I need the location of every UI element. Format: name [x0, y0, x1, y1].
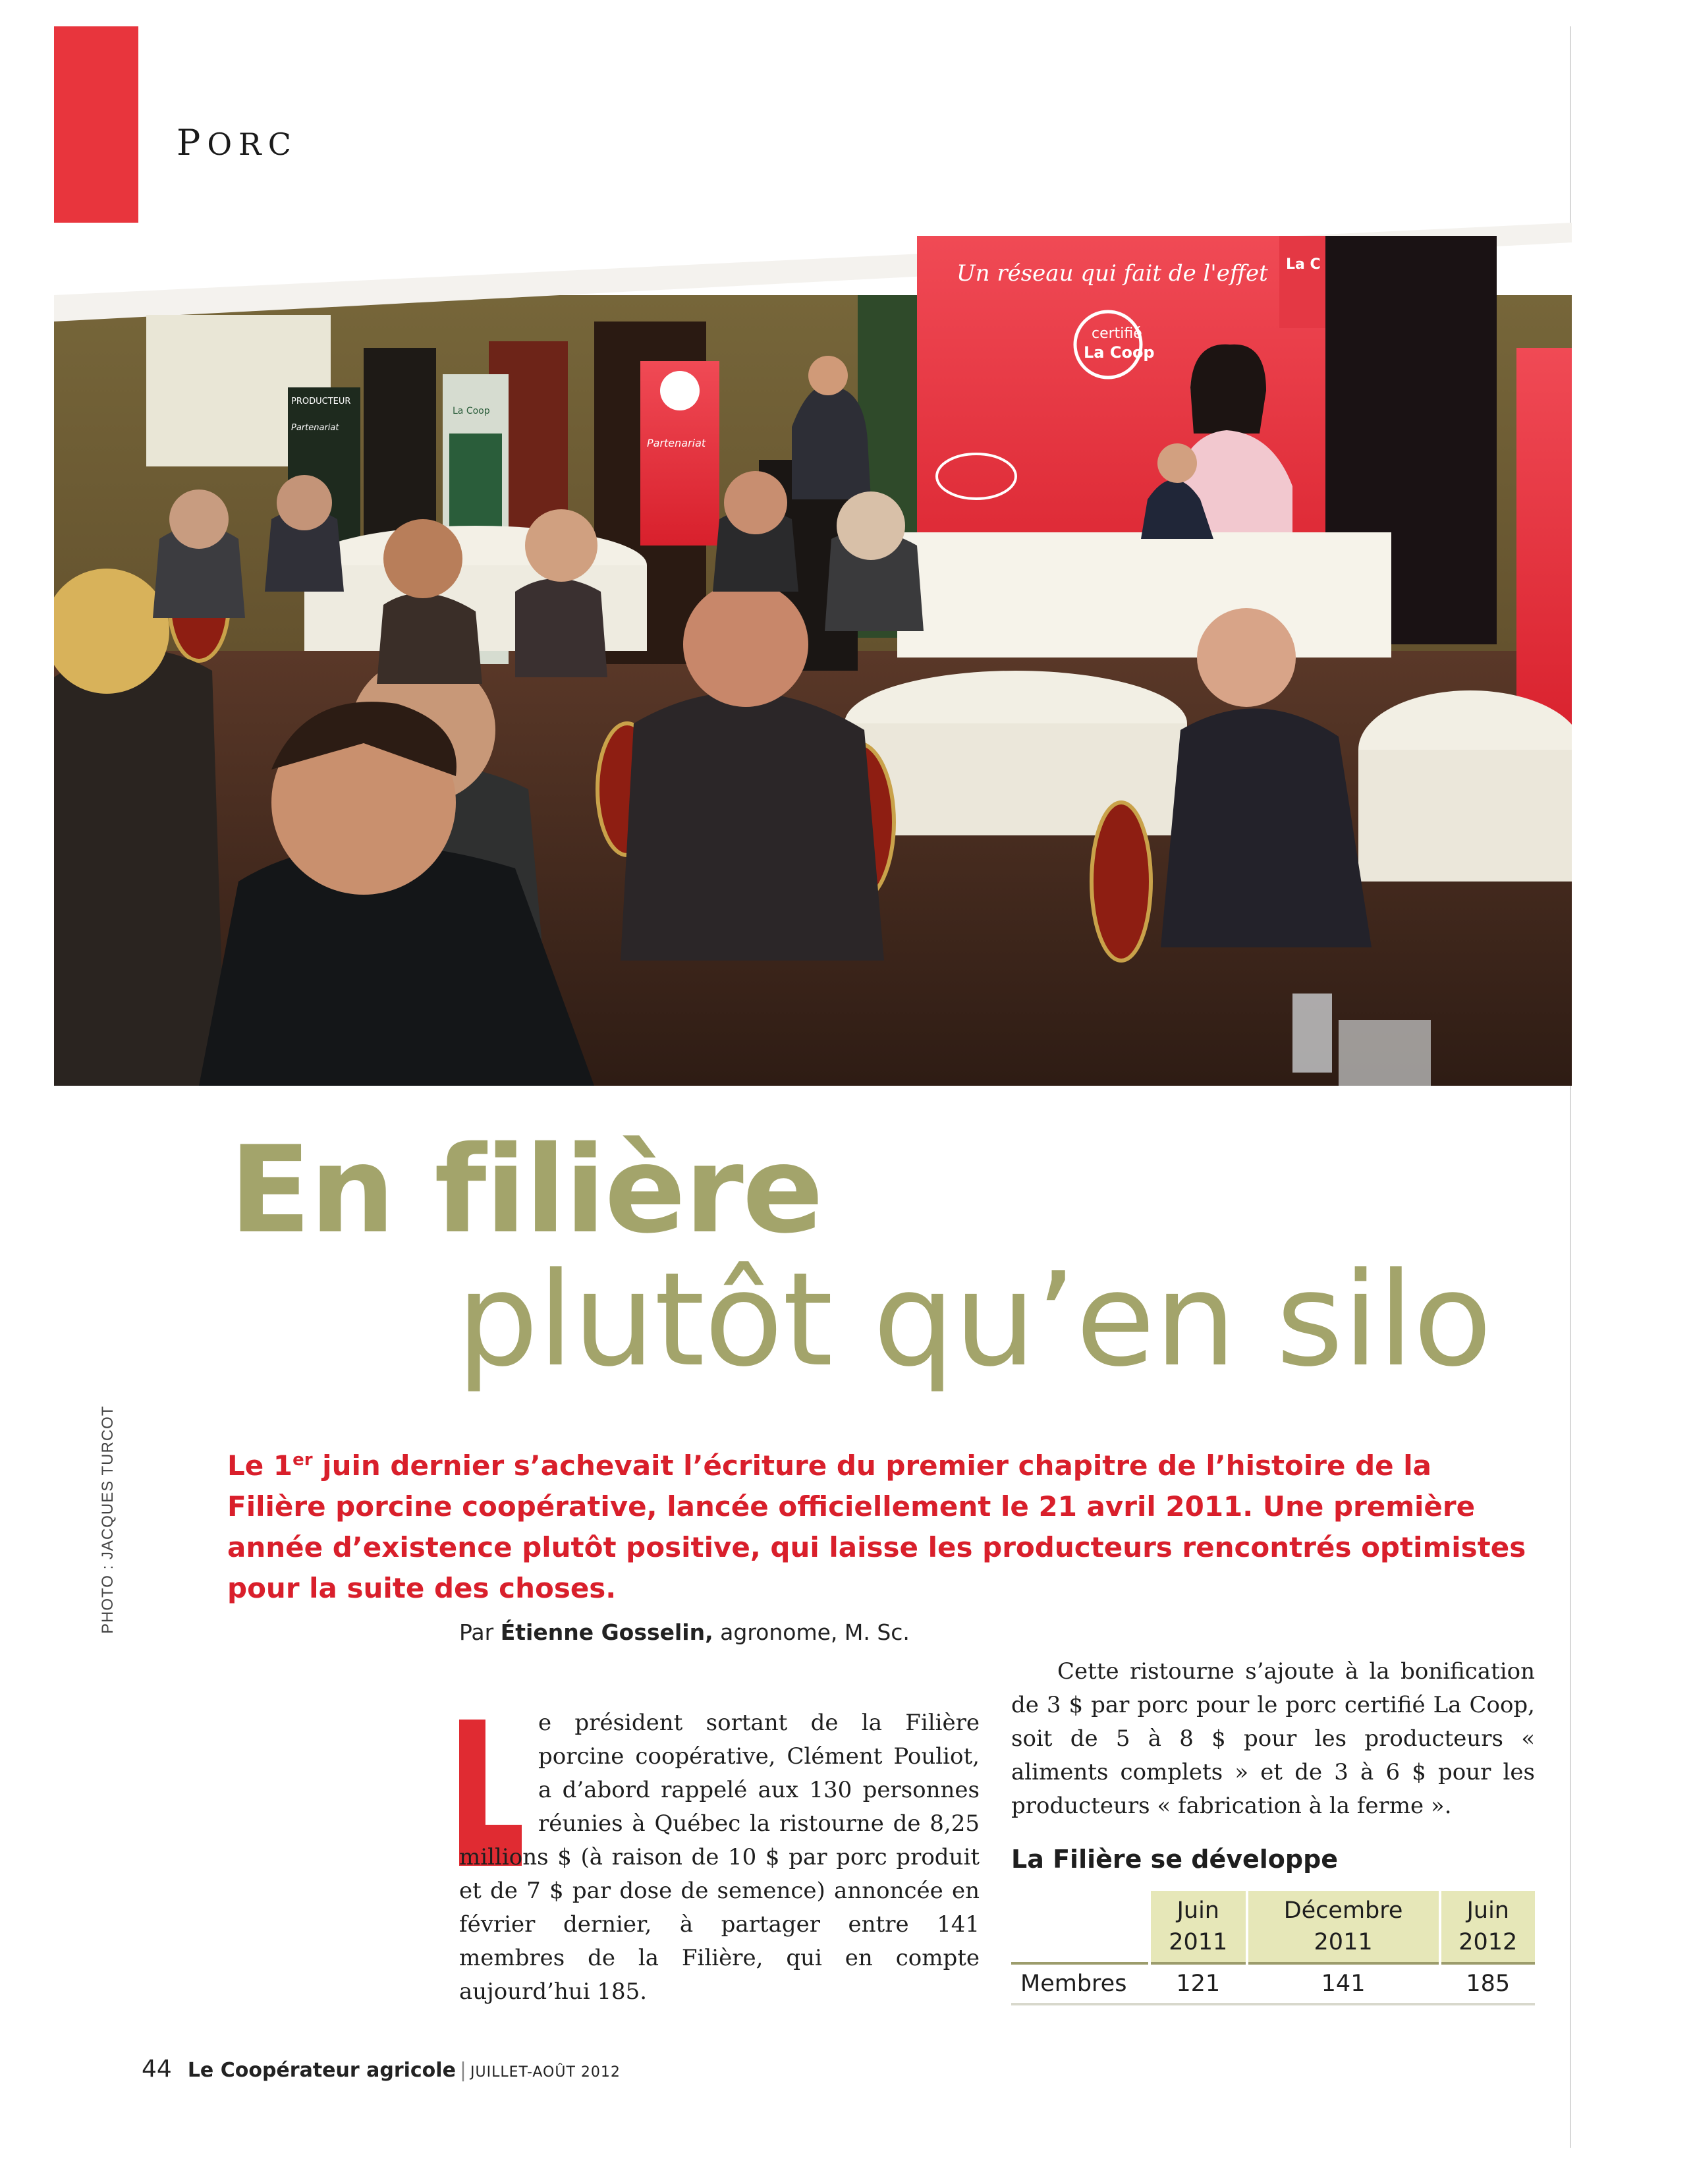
footer-separator: |	[459, 2059, 467, 2082]
membership-table	[1011, 1891, 1535, 2005]
lead-start: Le 1	[227, 1449, 293, 1482]
magazine-name: Le Coopérateur agricole	[187, 2059, 456, 2082]
body-column-1	[459, 1706, 980, 2009]
issue-date: JUILLET-AOÛT 2012	[470, 2064, 621, 2081]
lead-rest: juin dernier s’achevait l’écriture du premier chapitre de l’histoire de la Filière porcine coopérative, lancée officiellement le 21 avril 2011. Une première année d’existence plutôt positive, qui laisse les producteurs rencontrés optimistes pour la suite des choses.	[227, 1449, 1526, 1604]
table-cell: 121	[1150, 1963, 1247, 2004]
row-label-membres: Membres	[1011, 1963, 1150, 2004]
photo-credit: PHOTO : JACQUES TURCOT	[99, 1405, 117, 1634]
header-line2: 2011	[1169, 1929, 1228, 1955]
conference-photo	[54, 223, 1572, 1086]
column-header-december-2011	[1247, 1891, 1440, 1963]
left-banner-text: Partenariat	[291, 423, 339, 433]
lead-superscript: er	[292, 1450, 313, 1470]
byline	[459, 1619, 910, 1645]
section-label-rest: ORC	[207, 126, 298, 162]
headline-line1: En filière	[229, 1120, 823, 1260]
header-line1: Juin	[1177, 1897, 1219, 1924]
header-line2: 2012	[1458, 1929, 1518, 1955]
table-cell: 185	[1440, 1963, 1535, 2004]
byline-author: Étienne Gosselin,	[500, 1619, 713, 1645]
backdrop-logo-line1: certifié	[1092, 325, 1142, 342]
table-cell: 141	[1247, 1963, 1440, 2004]
header-line1: Décembre	[1283, 1897, 1403, 1924]
left-banner-title: PRODUCTEUR	[291, 397, 351, 406]
table-header-row	[1011, 1891, 1535, 1963]
header-line1: Juin	[1466, 1897, 1509, 1924]
page-footer	[142, 2056, 621, 2083]
column-header-june-2011	[1150, 1891, 1247, 1963]
table-row	[1011, 1963, 1535, 2004]
body-column-2	[1011, 1655, 1535, 1823]
byline-prefix: Par	[459, 1619, 501, 1645]
section-color-tab	[54, 26, 138, 224]
lead-paragraph	[227, 1440, 1532, 1609]
head-table	[897, 532, 1391, 658]
byline-title: agronome, M. Sc.	[713, 1619, 910, 1645]
header-line2: 2011	[1314, 1929, 1373, 1955]
column-header-june-2012	[1440, 1891, 1535, 1963]
table-corner	[1011, 1891, 1150, 1963]
backdrop-logo-line2: La Coop	[1084, 343, 1155, 362]
stand-logo-text: La Coop	[453, 406, 490, 416]
table-title: La Filière se développe	[1011, 1845, 1339, 1874]
backdrop-edge-text: La C	[1286, 256, 1321, 273]
dropcap-spacer	[459, 1706, 538, 1841]
section-label	[177, 122, 298, 163]
page-number: 44	[142, 2056, 172, 2083]
headline-line2: plutôt qu’en silo	[457, 1245, 1492, 1395]
mid-banner-text: Partenariat	[647, 437, 706, 449]
section-label-cap: P	[177, 122, 208, 163]
body-column-2-text: Cette ristourne s’ajoute à la bonification de 3 $ par porc pour le porc certifié La Coop, soit de 5 à 8 $ pour les producteurs « aliments complets » et de 3 à 6 $ pour les producteurs « fabrication à la ferme ».	[1011, 1658, 1535, 1819]
backdrop-title: Un réseau qui fait de l'effet	[957, 260, 1268, 287]
body-column-1-text: e président sortant de la Filière porcine coopérative, Clément Pouliot, a d’abord rappelé aux 130 personnes réunies à Québec la ristourne de 8,25 millions $ (à raison de 10 $ par porc produit et de 7 $ par dose de semence) annoncée en février dernier, à partager entre 141 membres de la Filière, qui en compte aujourd’hui 185.	[459, 1710, 980, 2005]
